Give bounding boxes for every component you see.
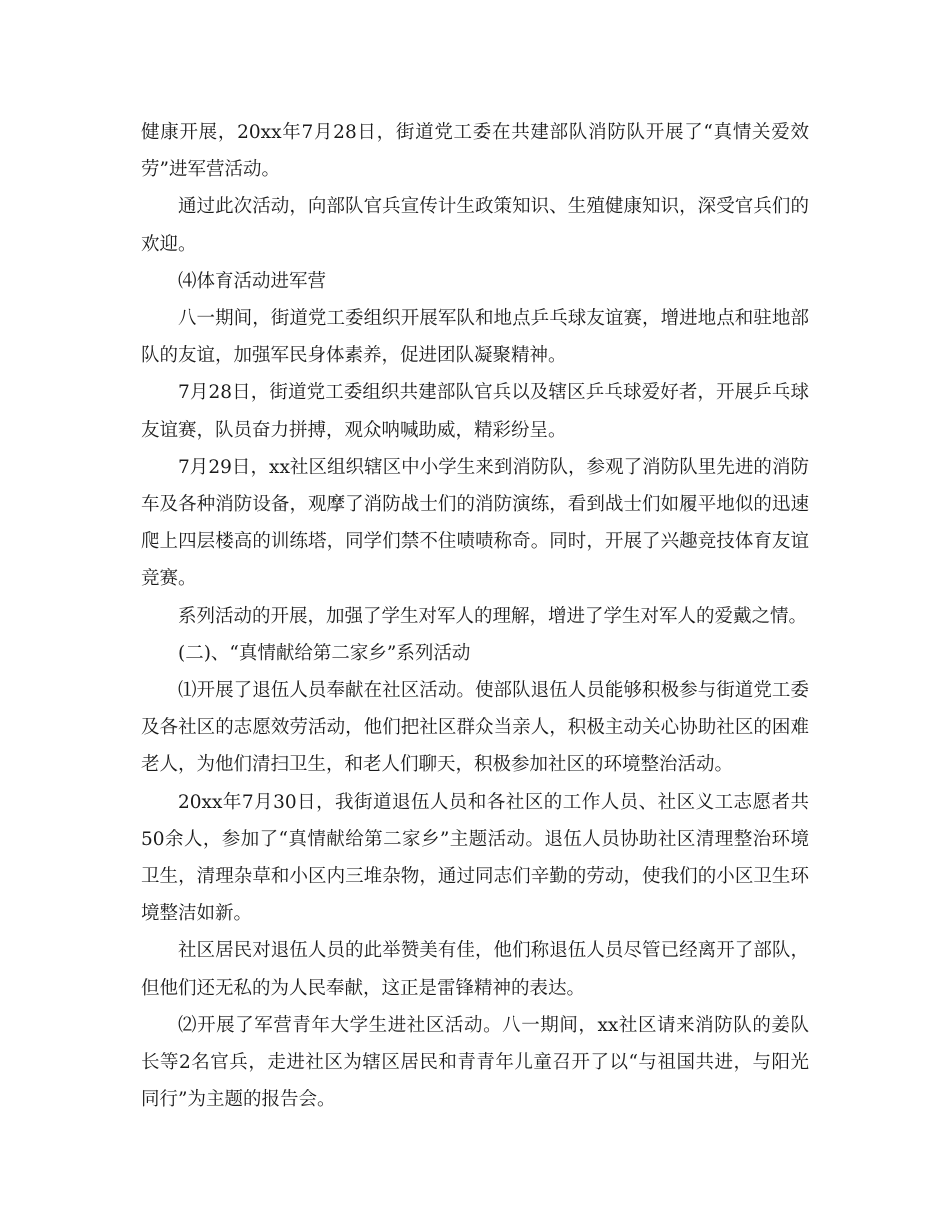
section-heading: ⑷体育活动进军营 — [178, 270, 327, 292]
paragraph: 通过此次活动，向部队官兵宣传计生政策知识、生殖健康知识，深受官兵们的欢迎。 — [141, 196, 809, 255]
paragraph: 20xx年7月30日，我街道退伍人员和各社区的工作人员、社区义工志愿者共50余人，参加了“真情献给第二家乡”主题活动。退伍人员协助社区清理整治环境卫生，清理杂草和小区内三堆杂物，通过同志们辛勤的劳动，使我们的小区卫生环境整洁如新。 — [141, 791, 809, 925]
paragraph: 7月28日，街道党工委组织共建部队官兵以及辖区乒乓球爱好者，开展乒乓球友谊赛，队员奋力拼搏，观众呐喊助威，精彩纷呈。 — [141, 382, 809, 441]
paragraph: 7月29日，xx社区组织辖区中小学生来到消防队，参观了消防队里先进的消防车及各种消防设备，观摩了消防战士们的消防演练，看到战士们如履平地似的迅速爬上四层楼高的训练塔，同学们禁不住啧啧称奇。同时，开展了兴趣竞技体育友谊竞赛。 — [141, 456, 809, 590]
paragraph: ⑴开展了退伍人员奉献在社区活动。使部队退伍人员能够积极参与街道党工委及各社区的志愿效劳活动，他们把社区群众当亲人，积极主动关心协助社区的困难老人，为他们清扫卫生，和老人们聊天，积极参加社区的环境整治活动。 — [141, 680, 809, 776]
paragraph: 系列活动的开展，加强了学生对军人的理解，增进了学生对军人的爱戴之情。 — [178, 605, 808, 627]
paragraph: 八一期间，街道党工委组织开展军队和地点乒乓球友谊赛，增进地点和驻地部队的友谊，加强军民身体素养，促进团队凝聚精神。 — [141, 308, 809, 367]
paragraph: 健康开展，20xx年7月28日，街道党工委在共建部队消防队开展了“真情关爱效劳”进军营活动。 — [141, 122, 809, 181]
paragraph: ⑵开展了军营青年大学生进社区活动。八一期间，xx社区请来消防队的姜队长等2名官兵，走进社区为辖区居民和青青年儿童召开了以“与祖国共进，与阳光同行”为主题的报告会。 — [141, 1014, 809, 1111]
document-body — [141, 114, 809, 1118]
paragraph: 社区居民对退伍人员的此举赞美有佳，他们称退伍人员尽管已经离开了部队，但他们还无私的为人民奉献，这正是雷锋精神的表达。 — [141, 940, 809, 999]
section-heading: (二)、“真情献给第二家乡”系列活动 — [178, 642, 471, 664]
